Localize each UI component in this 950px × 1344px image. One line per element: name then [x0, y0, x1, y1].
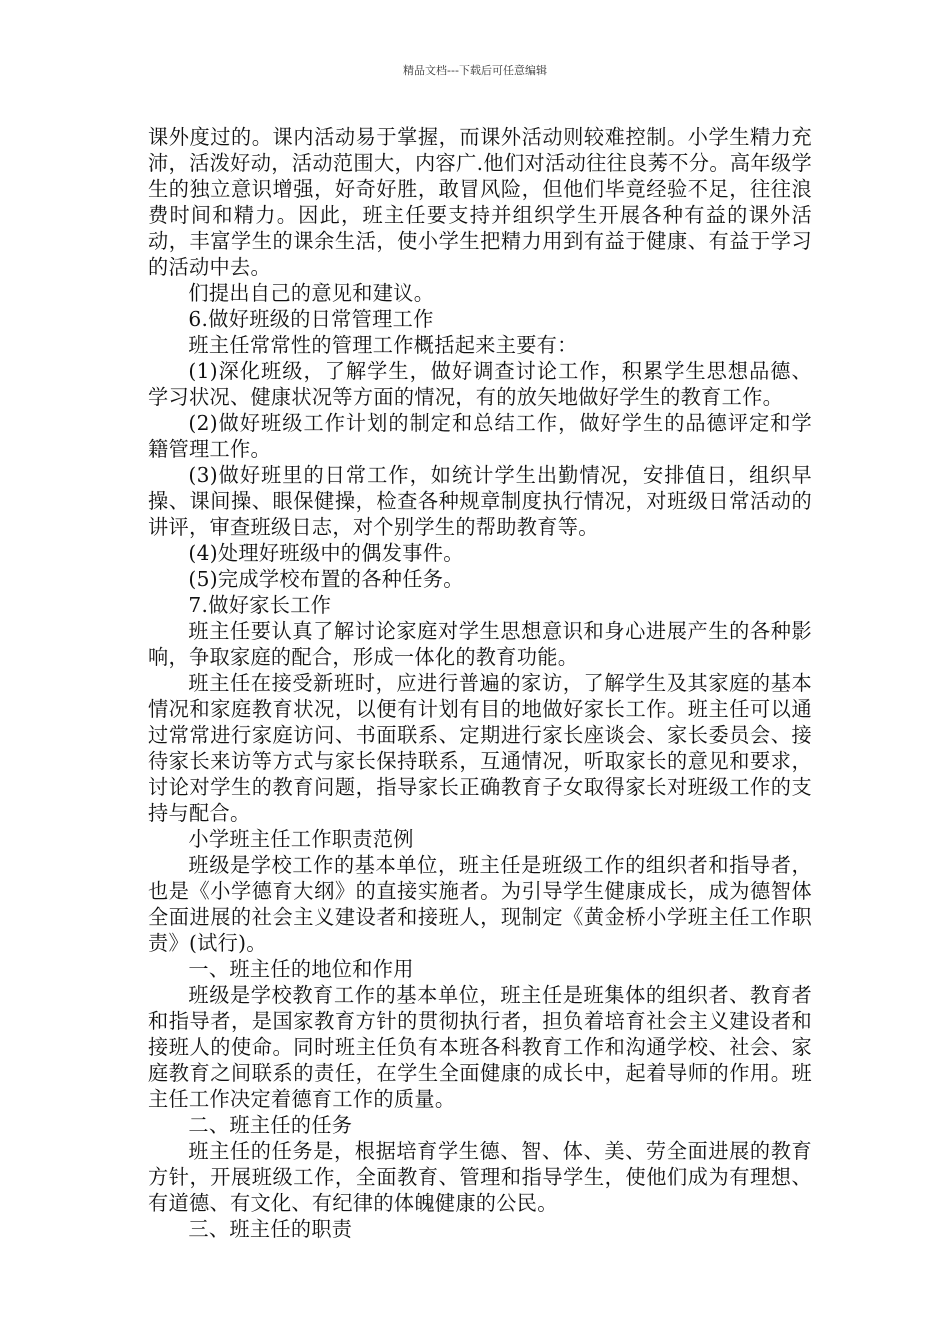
paragraph: 班主任的任务是，根据培育学生德、智、体、美、劳全面进展的教育方针，开展班级工作，全面教育、管理和指导学生，使他们成为有理想、有道德、有文化、有纪律的体魄健康的公民。 [148, 1139, 812, 1215]
list-item: (4)处理好班级中的偶发事件。 [188, 541, 464, 565]
section-heading: 一、班主任的地位和作用 [188, 957, 414, 981]
paragraph: 班级是学校教育工作的基本单位，班主任是班集体的组织者、教育者和指导者，是国家教育方针的贯彻执行者，担负着培育社会主义建设者和接班人的使命。同时班主任负有本班各科教育工作和沟通学校、社会、家庭教育之间联系的责任，在学生全面健康的成长中，起着导师的作用。班主任工作决定着德育工作的质量。 [148, 983, 812, 1111]
list-item: (2)做好班级工作计划的制定和总结工作，做好学生的品德评定和学籍管理工作。 [148, 411, 812, 461]
paragraph: 班级是学校工作的基本单位，班主任是班级工作的组织者和指导者，也是《小学德育大纲》的直接实施者。为引导学生健康成长，成为德智体全面进展的社会主义建设者和接班人，现制定《黄金桥小学班主任工作职责》(试行)。 [148, 853, 812, 955]
document-body [148, 124, 812, 1242]
list-item: (3)做好班里的日常工作，如统计学生出勤情况，安排值日，组织早操、课间操、眼保健操，检查各种规章制度执行情况，对班级日常活动的讲评，审查班级日志，对个别学生的帮助教育等。 [148, 463, 812, 539]
paragraph: 班主任在接受新班时，应进行普遍的家访，了解学生及其家庭的基本情况和家庭教育状况，以便有计划有目的地做好家长工作。班主任可以通过常常进行家庭访问、书面联系、定期进行家长座谈会、家长委员会、接待家长来访等方式与家长保持联系，互通情况，听取家长的意见和要求，讨论对学生的教育问题，指导家长正确教育子女取得家长对班级工作的支持与配合。 [148, 671, 812, 825]
paragraph: 们提出自己的意见和建议。 [188, 281, 435, 305]
document-title: 小学班主任工作职责范例 [188, 827, 414, 851]
section-heading: 二、班主任的任务 [188, 1113, 353, 1137]
paragraph: 班主任要认真了解讨论家庭对学生思想意识和身心进展产生的各种影响，争取家庭的配合，形成一体化的教育功能。 [148, 619, 812, 669]
list-item: (5)完成学校布置的各种任务。 [188, 567, 464, 591]
list-item: (1)深化班级，了解学生，做好调查讨论工作，积累学生思想品德、学习状况、健康状况等方面的情况，有的放矢地做好学生的教育工作。 [148, 359, 812, 409]
paragraph-continuation: 课外度过的。课内活动易于掌握，而课外活动则较难控制。小学生精力充沛，活泼好动，活动范围大，内容广.他们对活动往往良莠不分。高年级学生的独立意识增强，好奇好胜，敢冒风险，但他们毕竟经验不足，往往浪费时间和精力。因此，班主任要支持并组织学生开展各种有益的课外活动，丰富学生的课余生活，使小学生把精力用到有益于健康、有益于学习的活动中去。 [148, 125, 812, 279]
section-heading: 三、班主任的职责 [188, 1217, 353, 1241]
section-heading: 6.做好班级的日常管理工作 [188, 307, 434, 331]
section-heading: 7.做好家长工作 [188, 593, 332, 617]
paragraph: 班主任常常性的管理工作概括起来主要有： [188, 333, 578, 357]
page-header: 精品文档---下载后可任意编辑 [403, 64, 547, 77]
